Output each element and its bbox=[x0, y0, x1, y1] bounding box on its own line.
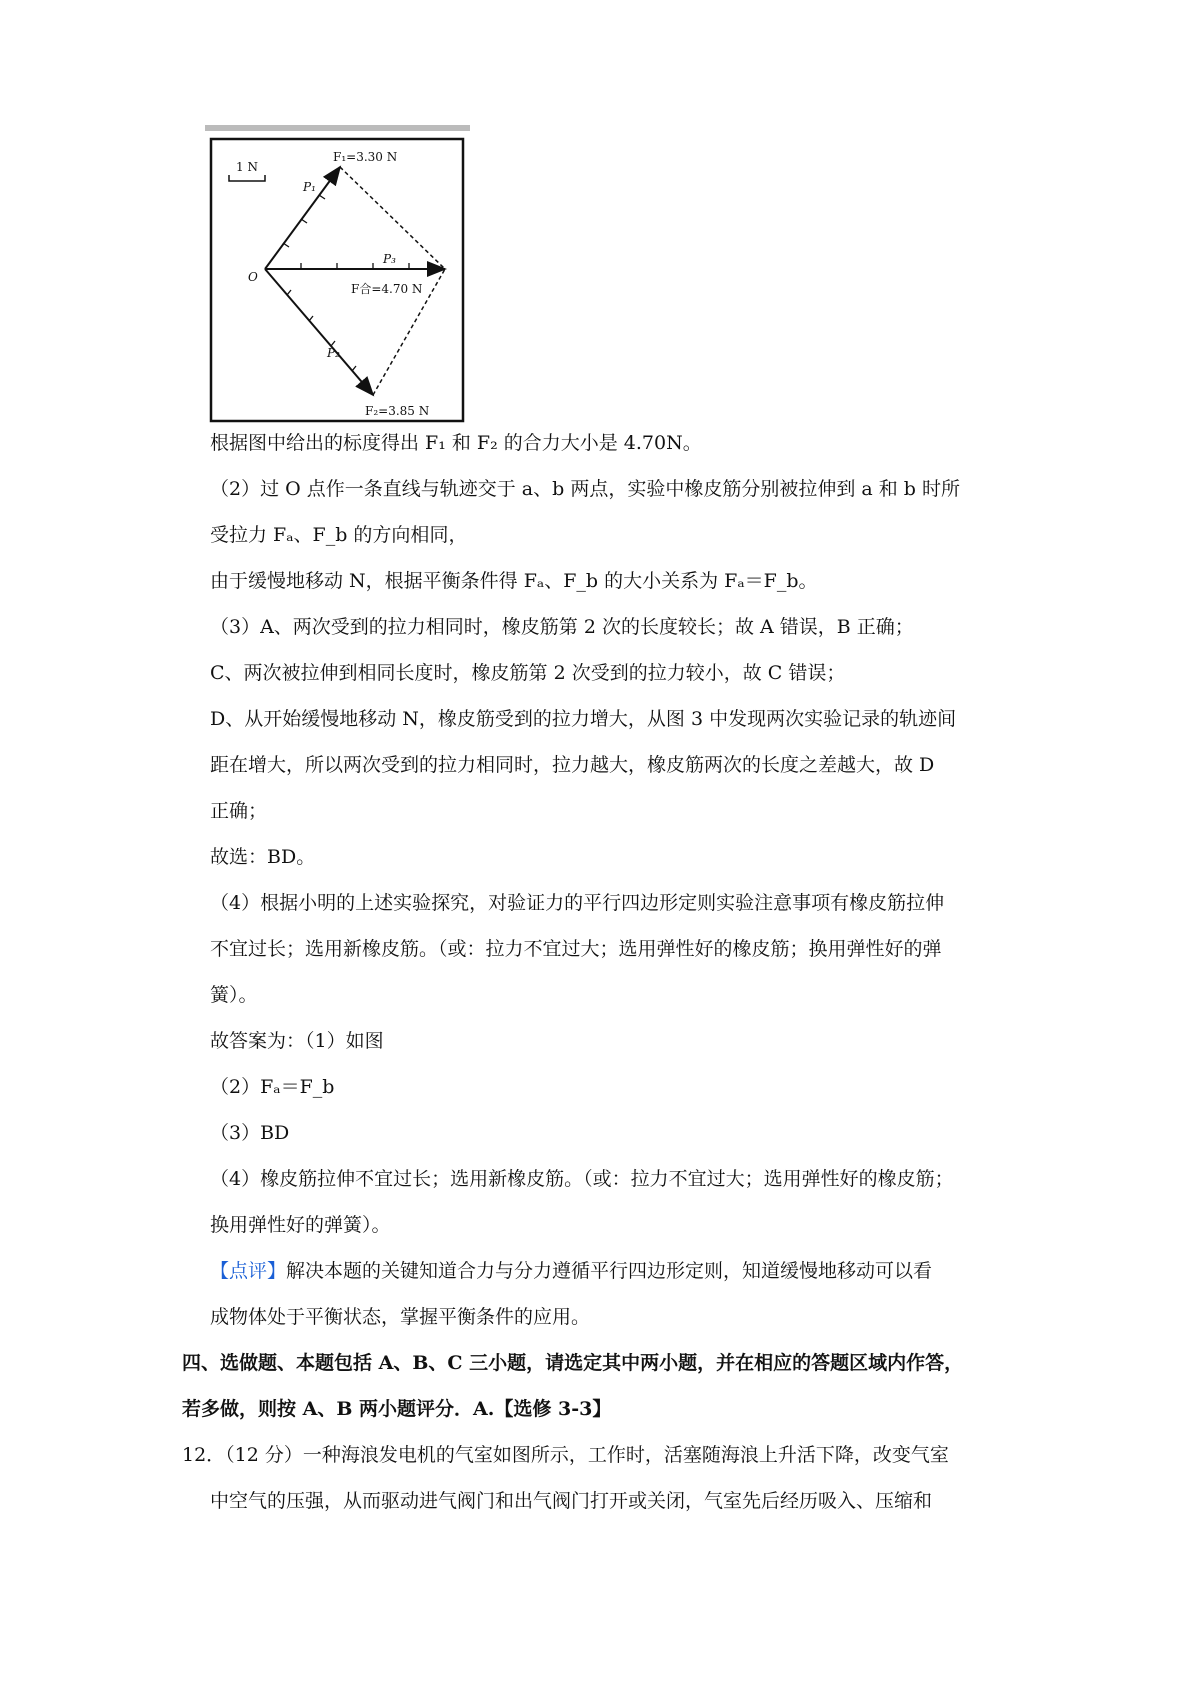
question-12-line-2: 中空气的压强，从而驱动进气阀门和出气阀门打开或关闭，气室先后经历吸入、压缩和 bbox=[210, 1490, 933, 1512]
answer-line-18: 换用弹性好的弹簧）。 bbox=[210, 1214, 391, 1236]
answer-line-6: C、两次被拉伸到相同长度时，橡皮筋第 2 次受到的拉力较小，故 C 错误； bbox=[210, 662, 846, 684]
scale-bar bbox=[229, 175, 265, 181]
comment-line-2: 成物体处于平衡状态，掌握平衡条件的应用。 bbox=[210, 1306, 591, 1328]
p2-label: P₂ bbox=[327, 346, 340, 360]
answer-line-11: （4）根据小明的上述实验探究，对验证力的平行四边形定则实验注意事项有橡皮筋拉伸 bbox=[210, 892, 945, 914]
answer-line-17: （4）橡皮筋拉伸不宜过长；选用新橡皮筋。（或：拉力不宜过大；选用弹性好的橡皮筋； bbox=[210, 1168, 954, 1190]
answer-line-1: 根据图中给出的标度得出 F₁ 和 F₂ 的合力大小是 4.70N。 bbox=[210, 432, 702, 454]
force-diagram-figure bbox=[205, 125, 525, 425]
answer-line-5: （3）A、两次受到的拉力相同时，橡皮筋第 2 次的长度较长；故 A 错误，B 正确； bbox=[210, 616, 914, 638]
comment-line-1 bbox=[210, 1258, 932, 1284]
question-12-line-1: 12．（12 分）一种海浪发电机的气室如图所示，工作时，活塞随海浪上升活下降，改变气室 bbox=[182, 1444, 949, 1466]
answer-line-14: 故答案为：（1）如图 bbox=[210, 1030, 384, 1052]
p3-label: P₃ bbox=[383, 252, 396, 266]
section-heading-line-2: 若多做，则按 A、B 两小题评分．A.【选修 3-3】 bbox=[182, 1398, 612, 1420]
answer-line-8: 距在增大，所以两次受到的拉力相同时，拉力越大，橡皮筋两次的长度之差越大，故 D bbox=[210, 754, 935, 776]
f2-label: F₂=3.85 N bbox=[365, 404, 430, 418]
force-diagram-svg bbox=[205, 125, 525, 425]
answer-line-16: （3）BD bbox=[210, 1122, 290, 1144]
answer-line-2: （2）过 O 点作一条直线与轨迹交于 a、b 两点，实验中橡皮筋分别被拉伸到 a 和 b 时所 bbox=[210, 478, 960, 500]
answer-line-7: D、从开始缓慢地移动 N，橡皮筋受到的拉力增大，从图 3 中发现两次实验记录的轨迹间 bbox=[210, 708, 957, 730]
origin-label: O bbox=[248, 270, 258, 284]
cropped-top-strip bbox=[205, 125, 470, 131]
answer-line-3: 受拉力 Fₐ、F_b 的方向相同， bbox=[210, 524, 468, 546]
scale-label: 1 N bbox=[236, 160, 258, 174]
answer-line-12: 不宜过长；选用新橡皮筋。（或：拉力不宜过大；选用弹性好的橡皮筋；换用弹性好的弹 bbox=[210, 938, 942, 960]
answer-line-4: 由于缓慢地移动 N，根据平衡条件得 Fₐ、F_b 的大小关系为 Fₐ＝F_b。 bbox=[210, 570, 818, 592]
answer-line-10: 故选：BD。 bbox=[210, 846, 316, 868]
section-heading-line-1: 四、选做题、本题包括 A、B、C 三小题，请选定其中两小题，并在相应的答题区域内作答， bbox=[182, 1352, 964, 1374]
f1-label: F₁=3.30 N bbox=[333, 150, 398, 164]
p1-label: P₁ bbox=[303, 180, 316, 194]
answer-line-15: （2）Fₐ＝F_b bbox=[210, 1076, 335, 1098]
answer-line-13: 簧）。 bbox=[210, 984, 258, 1006]
resultant-label: F合=4.70 N bbox=[351, 282, 423, 296]
comment-tag: 【点评】 bbox=[210, 1260, 287, 1282]
comment-text-1: 解决本题的关键知道合力与分力遵循平行四边形定则，知道缓慢地移动可以看 bbox=[286, 1260, 933, 1282]
answer-line-9: 正确； bbox=[210, 800, 268, 822]
